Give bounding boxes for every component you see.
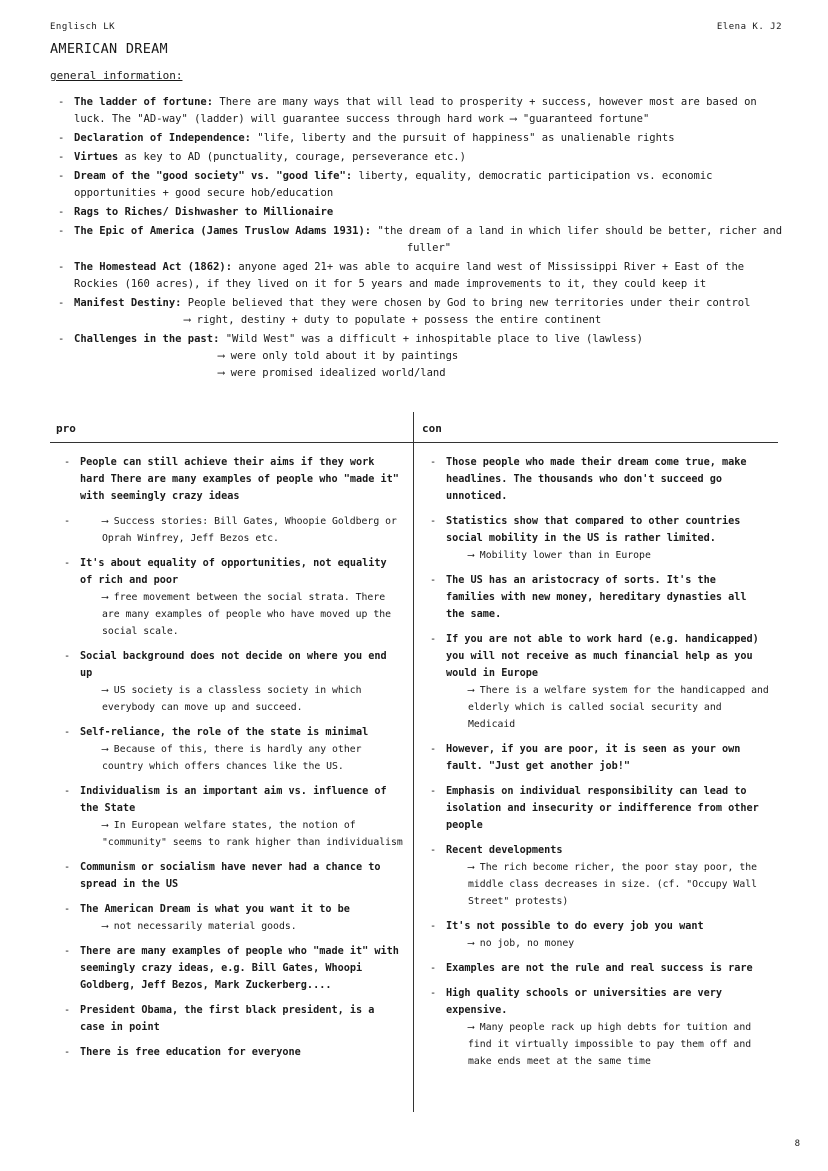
general-term: The Homestead Act (1862): (74, 261, 233, 273)
con-item (426, 631, 770, 733)
general-item (58, 331, 784, 382)
pro-item (60, 783, 405, 851)
pro-point: - People can still achieve their aims if they work hard There are many examples of people who "made it" with seemingly crazy ideas (80, 457, 399, 502)
general-text: liberty, equality, democratic participation vs. economic opportunities + good secure hob/education (74, 170, 713, 199)
pro-subpoint: - ⟶ Success stories: Bill Gates, Whoopie Goldberg or Oprah Winfrey, Jeff Bezos etc. (102, 516, 397, 544)
pro-item (60, 1002, 405, 1036)
pro-subpoint: ⟶ Because of this, there is hardly any other country which offers chances like the US. (102, 744, 362, 772)
con-item (426, 918, 770, 952)
general-text: "Wild West" was a difficult + inhospitable place to live (lawless) (219, 333, 643, 345)
header-divider (50, 442, 778, 443)
pro-point: - It's about equality of opportunities, not equality of rich and poor (80, 558, 387, 586)
con-point: - High quality schools or universities are very expensive. (446, 988, 723, 1016)
pro-point: - The American Dream is what you want it to be (80, 904, 350, 915)
con-list (426, 454, 770, 1078)
con-point: - The US has an aristocracy of sorts. It's the families with new money, hereditary dynasties all the same. (446, 575, 747, 620)
general-term: Virtues (74, 151, 119, 163)
con-item (426, 783, 770, 834)
pro-item (60, 943, 405, 994)
general-text: "life, liberty and the pursuit of happiness" as unalienable rights (251, 132, 675, 144)
general-text: There are many ways that will lead to prosperity + success, however most are based on luck. The "AD-way" (ladder) will guarantee success through hard work ⟶ "guaranteed fortune" (74, 96, 757, 125)
general-term: Manifest Destiny: (74, 297, 182, 309)
con-item (426, 842, 770, 910)
con-item (426, 513, 770, 564)
con-point: - Recent developments (446, 845, 563, 856)
con-point: - It's not possible to do every job you want (446, 921, 704, 932)
con-subpoint: ⟶ Many people rack up high debts for tuition and find it virtually impossible to pay them off and make ends meet at the same time (468, 1022, 752, 1067)
general-term: Dream of the "good society" vs. "good life": (74, 170, 353, 182)
pro-subpoint: ⟶ US society is a classless society in which everybody can move up and succeed. (102, 685, 362, 713)
con-point: - Examples are not the rule and real success is rare (446, 963, 753, 974)
general-info-list (58, 94, 784, 384)
pro-point: - There is free education for everyone (80, 1047, 301, 1058)
pro-point: - Communism or socialism have never had a chance to spread in the US (80, 862, 381, 890)
pro-point: - President Obama, the first black president, is a case in point (80, 1005, 375, 1033)
con-subpoint: ⟶ There is a welfare system for the handicapped and elderly which is called social security and Medicaid (468, 685, 769, 730)
general-arrow-note: ⟶ right, destiny + duty to populate + possess the entire continent (184, 314, 602, 326)
general-text: People believed that they were chosen by God to bring new territories under their control (181, 297, 751, 309)
page-number: 8 (794, 1139, 800, 1149)
general-term: Challenges in the past: (74, 333, 220, 345)
con-item (426, 960, 770, 977)
pro-item (60, 454, 405, 505)
pro-item (60, 648, 405, 716)
pro-point: - Self-reliance, the role of the state is minimal (80, 727, 369, 738)
general-term: The Epic of America (James Truslow Adams 1931): (74, 225, 372, 237)
pro-subpoint: ⟶ not necessarily material goods. (102, 921, 297, 932)
pro-item (60, 1044, 405, 1061)
con-point: - Emphasis on individual responsibility can lead to isolation and insecurity or indifference from other people (446, 786, 759, 831)
con-subpoint: ⟶ no job, no money (468, 938, 575, 949)
author-label: Elena K. J2 (716, 22, 782, 32)
general-continuation: fuller" (406, 242, 452, 254)
pro-point: - Social background does not decide on where you end up (80, 651, 387, 679)
general-text: as key to AD (punctuality, courage, perseverance etc.) (118, 151, 466, 163)
con-header: con (422, 422, 442, 435)
con-item (426, 741, 770, 775)
pro-item (60, 555, 405, 640)
general-item (58, 204, 784, 221)
pro-item (60, 513, 405, 547)
column-divider (413, 412, 414, 1112)
con-point: - However, if you are poor, it is seen as your own fault. "Just get another job!" (446, 744, 741, 772)
section-heading: general information: (50, 69, 183, 82)
page-title: AMERICAN DREAM (50, 41, 168, 57)
pro-point: - Individualism is an important aim vs. influence of the State (80, 786, 387, 814)
general-item (58, 149, 784, 166)
pro-item (60, 724, 405, 775)
general-item (58, 94, 784, 128)
con-subpoint: ⟶ The rich become richer, the poor stay poor, the middle class decreases in size. (cf. "Occupy Wall Street" protests) (468, 862, 758, 907)
con-point: - Those people who made their dream come true, make headlines. The thousands who don't succeed go unnoticed. (446, 457, 747, 502)
subject-label: Englisch LK (50, 22, 116, 32)
general-term: Declaration of Independence: (74, 132, 252, 144)
general-arrow-note: ⟶ were promised idealized world/land (218, 367, 446, 379)
pro-subpoint: ⟶ free movement between the social strata. There are many examples of people who have moved up the social scale. (102, 592, 392, 637)
general-item (58, 168, 784, 202)
pro-header: pro (56, 422, 76, 435)
general-term: Rags to Riches/ Dishwasher to Millionaire (74, 206, 334, 218)
con-point: - If you are not able to work hard (e.g. handicapped) you will not receive as much financial help as you would in Europe (446, 634, 759, 679)
general-item (58, 223, 784, 257)
general-term: The ladder of fortune: (74, 96, 214, 108)
pro-subpoint: ⟶ In European welfare states, the notion of "community" seems to rank higher than individualism (102, 820, 403, 848)
pro-item (60, 859, 405, 893)
con-item (426, 572, 770, 623)
general-text: anyone aged 21+ was able to acquire land west of Mississippi River + East of the Rockies (160 acres), if they lived on it for 5 years and made improvements to it, they could keep it (74, 261, 745, 290)
general-item (58, 295, 784, 329)
con-subpoint: ⟶ Mobility lower than in Europe (468, 550, 651, 561)
general-item (58, 130, 784, 147)
general-item (58, 259, 784, 293)
pro-con-table (50, 412, 778, 1112)
general-text: "the dream of a land in which lifer should be better, richer and (371, 225, 783, 237)
pro-point: - There are many examples of people who "made it" with seemingly crazy ideas, e.g. Bill Gates, Whoopi Goldberg, Jeff Bezos, Mark Zuckerberg.... (80, 946, 399, 991)
pro-item (60, 901, 405, 935)
general-arrow-note: ⟶ were only told about it by paintings (218, 350, 459, 362)
con-point: - Statistics show that compared to other countries social mobility in the US is rather limited. (446, 516, 741, 544)
pro-list (60, 454, 405, 1069)
con-item (426, 985, 770, 1070)
con-item (426, 454, 770, 505)
